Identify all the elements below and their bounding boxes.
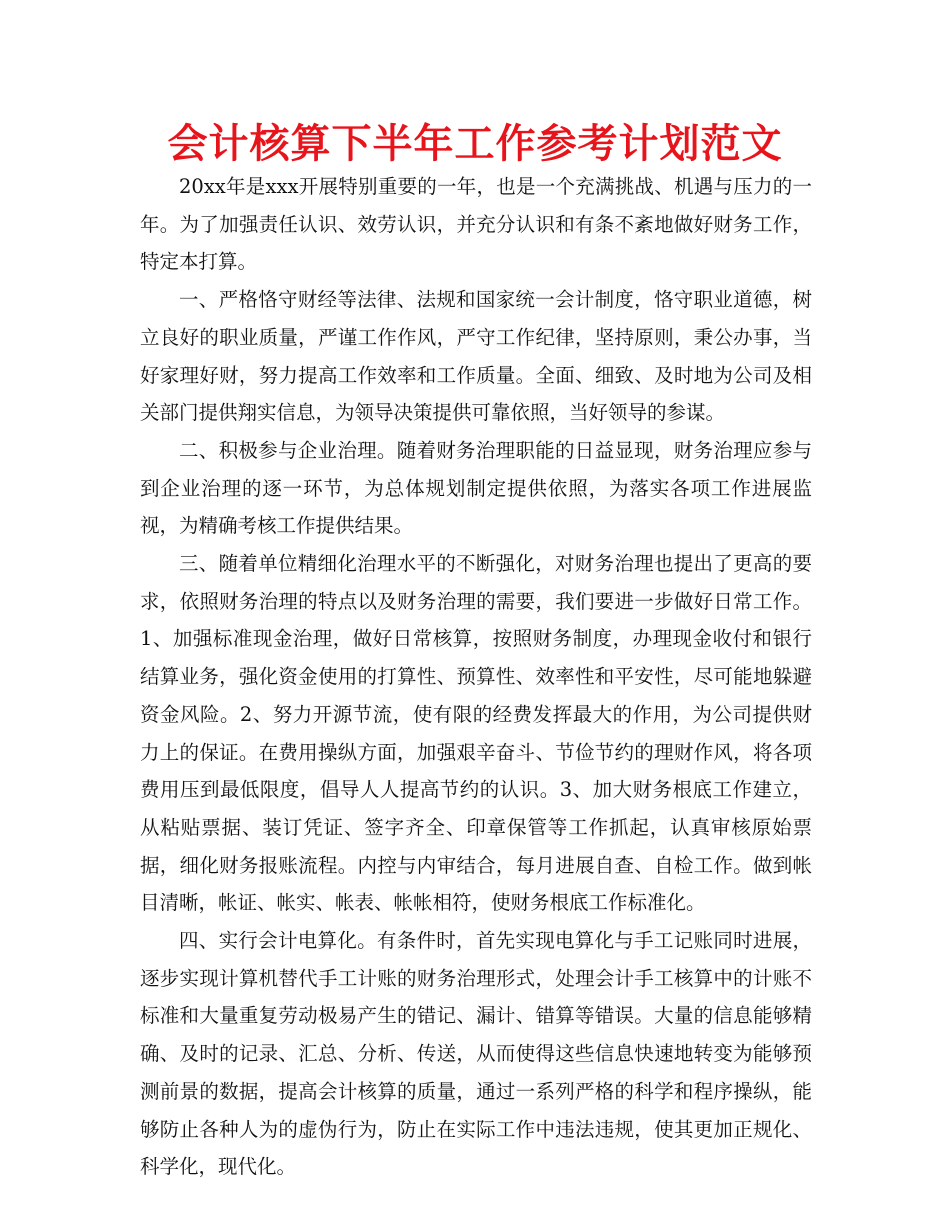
paragraph-section-3: 三、随着单位精细化治理水平的不断强化，对财务治理也提出了更高的要求，依照财务治理的特点以及财务治理的需要，我们要进一步做好日常工作。1、加强标准现金治理，做好日常核算，按照财务制度，办理现金收付和银行结算业务，强化资金使用的打算性、预算性、效率性和平安性，尽可能地躲避资金风险。2、努力开源节流，使有限的经费发挥最大的作用，为公司提供财力上的保证。在费用操纵方面，加强艰辛奋斗、节俭节约的理财作风，将各项费用压到最低限度，倡导人人提高节约的认识。3、加大财务根底工作建立，从粘贴票据、装订凭证、签字齐全、印章保管等工作抓起，认真审核原始票据，细化财务报账流程。内控与内审结合，每月进展自查、自检工作。做到帐目清晰，帐证、帐实、帐表、帐帐相符，使财务根底工作标准化。 (140, 552, 812, 915)
document-title: 会计核算下半年工作参考计划范文 (167, 120, 783, 167)
paragraph-section-2: 二、积极参与企业治理。随着财务治理职能的日益显现，财务治理应参与到企业治理的逐一环节，为总体规划制定提供依照，为落实各项工作进展监视，为精确考核工作提供结果。 (140, 438, 812, 538)
paragraph-section-4: 四、实行会计电算化。有条件时，首先实现电算化与手工记账同时进展，逐步实现计算机替代手工计账的财务治理形式，处理会计手工核算中的计账不标准和大量重复劳动极易产生的错记、漏计、错算等错误。大量的信息能够精确、及时的记录、汇总、分析、传送，从而使得这些信息快速地转变为能够预测前景的数据，提高会计核算的质量，通过一系列严格的科学和程序操纵，能够防止各种人为的虚伪行为，防止在实际工作中违法违规，使其更加正规化、科学化，现代化。 (140, 929, 812, 1179)
paragraph-intro: 20xx年是xxx开展特别重要的一年，也是一个充满挑战、机遇与压力的一年。为了加强责任认识、效劳认识，并充分认识和有条不紊地做好财务工作，特定本打算。 (140, 175, 812, 274)
document-body (140, 168, 812, 1186)
paragraph-section-1: 一、严格恪守财经等法律、法规和国家统一会计制度，恪守职业道德，树立良好的职业质量，严谨工作作风，严守工作纪律，坚持原则，秉公办事，当好家理好财，努力提高工作效率和工作质量。全面、细致、及时地为公司及相关部门提供翔实信息，为领导决策提供可靠依照，当好领导的参谋。 (140, 288, 812, 425)
